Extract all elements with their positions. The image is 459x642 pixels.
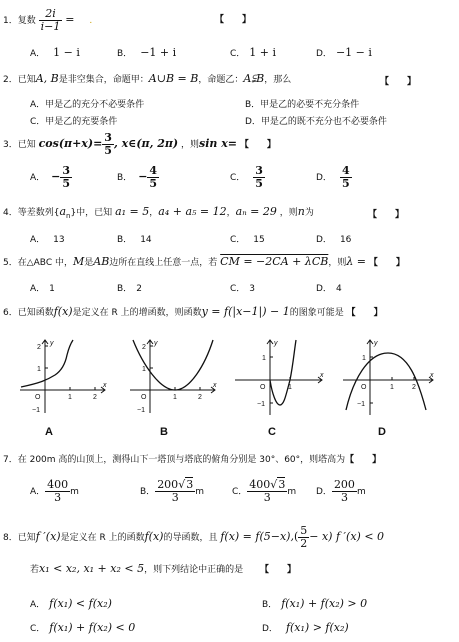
q1-dot: . [89, 16, 93, 26]
svg-text:1: 1 [37, 366, 41, 373]
svg-text:2: 2 [142, 344, 146, 351]
q8-line2: 若x₁ < x₂, x₁ + x₂ < 5，则下列结论中正确的是 【 】 [30, 562, 296, 575]
graph-label-a: A [45, 426, 53, 438]
q1-equals: = [65, 13, 75, 26]
q4-option-b[interactable]: B． 14 [117, 235, 152, 245]
q7-option-a[interactable]: A． $\frac{400}{3}$ m [30, 478, 79, 504]
q3-option-d[interactable]: D． $\frac{4}{5}$ [316, 164, 350, 190]
q1-option-b[interactable]: B． −1 + i [117, 46, 177, 59]
svg-text:x: x [213, 382, 217, 389]
q1-option-c[interactable]: C． 1 + i [230, 46, 277, 59]
q1-stem: 1．复数 [3, 16, 36, 26]
q5-answer-bracket[interactable]: 【 】 [368, 258, 405, 268]
q1-answer-bracket[interactable]: 【 】 [215, 15, 252, 25]
q8-option-d[interactable]: D． f(x₁) > f(x₂) [262, 621, 349, 634]
q7-option-b[interactable]: B． $\frac{200√3}{3}$ m [140, 478, 204, 504]
svg-text:1: 1 [288, 384, 292, 391]
graph-label-b: B [160, 426, 168, 438]
q5-option-d[interactable]: D． 4 [316, 284, 342, 294]
q2-option-d[interactable]: D．甲是乙的既不充分也不必要条件 [245, 117, 387, 127]
svg-text:2: 2 [93, 394, 97, 401]
svg-text:−1: −1 [137, 407, 145, 414]
q2-option-b[interactable]: B．甲是乙的必要不充分条件 [245, 100, 360, 110]
graph-label-d: D [378, 426, 386, 438]
q4-sep2: ， [226, 208, 236, 218]
graph-label-c: C [268, 426, 276, 438]
svg-text:y: y [274, 340, 278, 347]
q6-graph-b[interactable] [125, 335, 220, 440]
svg-text:x: x [430, 372, 434, 379]
q7-answer-bracket[interactable]: 【 】 [345, 455, 382, 465]
q1-option-d[interactable]: D． −1 − i [316, 46, 372, 59]
curve-c [270, 340, 296, 405]
svg-text:2: 2 [37, 344, 41, 351]
q6-answer-bracket[interactable]: 【 】 [346, 308, 383, 318]
svg-text:1: 1 [173, 394, 177, 401]
q1-stem-row [3, 8, 92, 33]
q2-answer-bracket[interactable]: 【 】 [380, 77, 417, 87]
svg-text:2: 2 [412, 384, 416, 391]
q1-option-a[interactable]: A． 1 − i [30, 46, 80, 59]
q5-option-b[interactable]: B． 2 [117, 284, 142, 294]
q6-graph-a[interactable] [15, 335, 110, 440]
q3-option-b[interactable]: B． − $\frac{4}{5}$ [117, 164, 158, 190]
q4-option-a[interactable]: A． 13 [30, 235, 65, 245]
q7-option-d[interactable]: D． $\frac{200}{3}$ m [316, 478, 366, 504]
q5-option-c[interactable]: C． 3 [230, 284, 256, 294]
curve-a [21, 340, 73, 387]
q6-graph-d[interactable] [338, 335, 438, 440]
q3-stem-row: 3．已知 cos(π+x)= $\frac{3}{5}$ , x∈(π, 2π) ，则sin x= 【 】 [3, 131, 276, 157]
q8-option-a[interactable]: A． f(x₁) < f(x₂) [30, 597, 112, 610]
q4-option-c[interactable]: C． 15 [230, 235, 265, 245]
svg-text:1: 1 [390, 384, 394, 391]
svg-text:O: O [141, 394, 147, 401]
svg-text:x: x [103, 382, 107, 389]
q3-answer-bracket[interactable]: 【 】 [239, 140, 276, 150]
svg-text:O: O [361, 384, 367, 391]
svg-text:−1: −1 [32, 407, 40, 414]
q3-option-c[interactable]: C． $\frac{3}{5}$ [230, 164, 263, 190]
q4-stem-row: 4．等差数列$\{a_n\}$中，已知 a₁ = 5，a₄ + a₅ = 12，aₙ = 29 ，则n为 [3, 205, 314, 220]
svg-text:1: 1 [262, 355, 266, 362]
q4-option-d[interactable]: D． 16 [316, 235, 352, 245]
svg-text:1: 1 [68, 394, 72, 401]
svg-text:2: 2 [198, 394, 202, 401]
svg-text:y: y [154, 340, 158, 347]
q8-stem-row: 8．已知f ′(x)是定义在 R 上的函数f(x)的导函数，且 f(x) = f(5−x),( $\frac{5}{2}$ − x) f ′(x) < 0 [3, 524, 385, 550]
svg-text:1: 1 [142, 366, 146, 373]
q8-answer-bracket[interactable]: 【 】 [259, 565, 296, 575]
svg-text:1: 1 [362, 355, 366, 362]
q3-option-a[interactable]: A． − $\frac{3}{5}$ [30, 164, 71, 190]
q5-stem-row: 5．在△ABC 中，M是AB边所在直线上任意一点，若 CM = −2CA + λCB，则λ = 【 】 [3, 255, 405, 268]
q3-fraction: $\frac{3}{5}$ [104, 131, 112, 157]
q4-answer-bracket[interactable]: 【 】 [368, 210, 405, 220]
q5-option-a[interactable]: A． 1 [30, 284, 55, 294]
q2-option-c[interactable]: C．甲是乙的充要条件 [30, 117, 118, 127]
svg-text:y: y [374, 340, 378, 347]
svg-text:x: x [320, 372, 324, 379]
q7-stem-row: 7．在 200m 高的山顶上，测得山下一塔顶与塔底的俯角分别是 30°、60°，则塔高为【 】 [3, 455, 382, 465]
q8-option-c[interactable]: C． f(x₁) + f(x₂) < 0 [30, 621, 136, 634]
q2-option-a[interactable]: A．甲是乙的充分不必要条件 [30, 100, 145, 110]
svg-text:−1: −1 [257, 401, 265, 408]
q2-stem-row: 2．已知A, B是非空集合，命题甲：A∪B = B，命题乙：A⫋B，那么 [3, 72, 292, 85]
q7-option-c[interactable]: C． $\frac{400√3}{3}$ m [232, 478, 297, 504]
svg-text:O: O [260, 384, 266, 391]
q6-stem-row: 6．已知函数f(x)是定义在 R 上的增函数，则函数y = f(|x−1|) − 1的图象可能是 【 】 [3, 305, 383, 318]
q6-graph-c[interactable] [230, 335, 330, 440]
svg-text:y: y [50, 340, 54, 347]
q8-option-b[interactable]: B． f(x₁) + f(x₂) > 0 [262, 597, 368, 610]
svg-text:O: O [35, 394, 41, 401]
svg-text:−1: −1 [357, 401, 365, 408]
q1-fraction: $\frac{2i}{i-1}$ [40, 7, 61, 33]
